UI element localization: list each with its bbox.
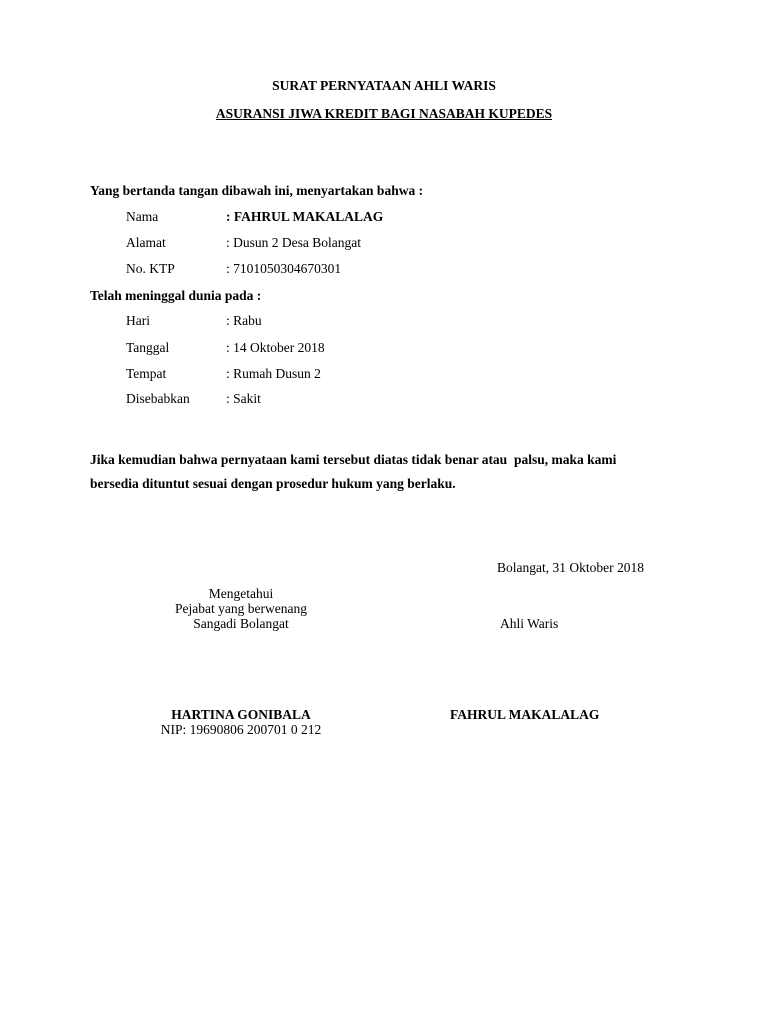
identity-label: Nama: [126, 209, 159, 224]
death-label: Tempat: [126, 366, 167, 381]
identity-value: : Dusun 2 Desa Bolangat: [226, 235, 361, 250]
right-sign-name: FAHRUL MAKALALAG: [450, 707, 600, 722]
place-date: Bolangat, 31 Oktober 2018: [497, 560, 644, 575]
death-label: Tanggal: [126, 340, 170, 355]
death-value: : Rabu: [226, 313, 262, 328]
death-row-date: [0, 340, 768, 358]
statement-line-2: bersedia dituntut sesuai dengan prosedur hukum yang berlaku.: [90, 476, 456, 491]
identity-value: : FAHRUL MAKALALAG: [226, 209, 384, 224]
death-value: : Rumah Dusun 2: [226, 366, 321, 381]
left-sign-name: HARTINA GONIBALA: [171, 707, 311, 722]
left-sign-line-3: Sangadi Bolangat: [193, 616, 289, 631]
death-row-cause: [0, 391, 768, 409]
death-label: Disebabkan: [126, 391, 190, 406]
statement-line-1: Jika kemudian bahwa pernyataan kami tersebut diatas tidak benar atau palsu, maka kami: [90, 452, 617, 467]
identity-row-name: [0, 209, 768, 227]
left-sign-line-2: Pejabat yang berwenang: [175, 601, 307, 616]
document-title: SURAT PERNYATAAN AHLI WARIS: [272, 78, 496, 93]
death-value: : Sakit: [226, 391, 261, 406]
identity-label: Alamat: [126, 235, 166, 250]
identity-label: No. KTP: [126, 261, 175, 276]
death-row-place: [0, 366, 768, 384]
left-sign-line-1: Mengetahui: [208, 586, 274, 601]
identity-row-address: [0, 235, 768, 253]
left-sign-nip: NIP: 19690806 200701 0 212: [160, 722, 322, 737]
identity-value: : 7101050304670301: [226, 261, 342, 276]
death-value: : 14 Oktober 2018: [226, 340, 325, 355]
right-sign-role: Ahli Waris: [500, 616, 559, 631]
document-subtitle: ASURANSI JIWA KREDIT BAGI NASABAH KUPEDES: [215, 106, 553, 121]
death-label: Hari: [126, 313, 150, 328]
identity-row-ktp: [0, 261, 768, 279]
death-heading: Telah meninggal dunia pada :: [90, 288, 262, 303]
intro-text: Yang bertanda tangan dibawah ini, menyartakan bahwa :: [90, 183, 424, 198]
death-row-day: [0, 313, 768, 331]
